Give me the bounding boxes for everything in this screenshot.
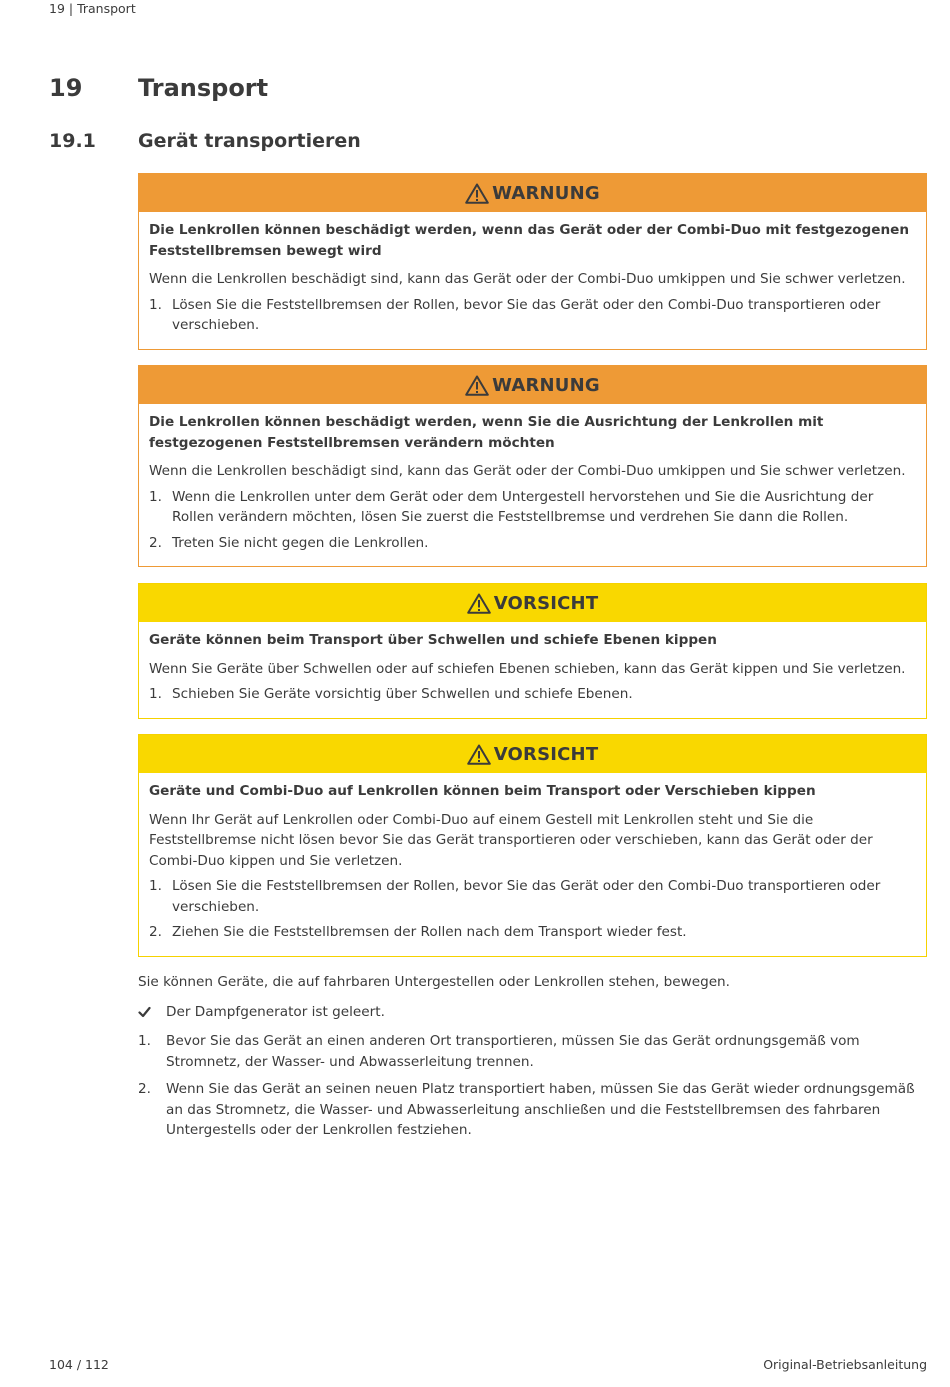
notice-step bbox=[149, 295, 916, 336]
step-text: Wenn die Lenkrollen unter dem Gerät oder dem Untergestell hervorstehen und Sie die Ausrichtung der Rollen verändern möchten, lösen Sie zuerst die Feststellbremse und verdrehen Sie dann die Rollen. bbox=[172, 488, 874, 525]
caution-bar bbox=[139, 584, 926, 622]
step-text: Ziehen Sie die Feststellbremsen der Rollen nach dem Transport wieder fest. bbox=[172, 924, 687, 940]
notice-text: Wenn die Lenkrollen beschädigt sind, kann das Gerät oder der Combi-Duo umkippen und Sie schwer verletzen. bbox=[149, 271, 906, 287]
step-number: 1. bbox=[149, 686, 162, 702]
notice-step bbox=[149, 876, 916, 917]
step-text: Lösen Sie die Feststellbremsen der Rollen, bevor Sie das Gerät oder den Combi-Duo transportieren oder verschieben. bbox=[172, 878, 881, 915]
signal-word: VORSICHT bbox=[493, 592, 599, 614]
page-number: 104 / 112 bbox=[49, 1357, 109, 1372]
checkmark-icon bbox=[138, 1006, 151, 1018]
caution-box bbox=[138, 583, 927, 719]
warning-triangle-icon bbox=[467, 593, 491, 614]
chapter-title: Transport bbox=[138, 74, 269, 102]
intro-paragraph: Sie können Geräte, die auf fahrbaren Untergestellen oder Lenkrollen stehen, bewegen. bbox=[138, 974, 730, 990]
notice-title: Geräte und Combi-Duo auf Lenkrollen können beim Transport oder Verschieben kippen bbox=[149, 783, 816, 799]
list-item bbox=[138, 1031, 927, 1072]
warning-triangle-icon bbox=[467, 744, 491, 765]
notice-step bbox=[149, 922, 916, 943]
notice-step bbox=[149, 684, 916, 705]
document-name: Original-Betriebsanleitung bbox=[763, 1357, 927, 1372]
step-text: Schieben Sie Geräte vorsichtig über Schwellen und schiefe Ebenen. bbox=[172, 686, 633, 702]
step-number: 2. bbox=[138, 1081, 151, 1097]
warning-bar bbox=[139, 366, 926, 404]
notice-title: Die Lenkrollen können beschädigt werden, wenn Sie die Ausrichtung der Lenkrollen mit festgezogenen Feststellbremsen verändern möchten bbox=[149, 414, 824, 451]
notice-step bbox=[149, 487, 916, 528]
step-number: 2. bbox=[149, 534, 162, 551]
notice-title: Geräte können beim Transport über Schwellen und schiefe Ebenen kippen bbox=[149, 632, 717, 648]
step-text: Wenn Sie das Gerät an seinen neuen Platz transportiert haben, müssen Sie das Gerät wieder ordnungsgemäß an das Stromnetz, die Wasser- und Abwasserleitung anschließen und die Feststellbremsen des fahrbaren Untergestells oder der Lenkrollen festziehen. bbox=[166, 1081, 915, 1138]
precondition-item bbox=[138, 1002, 927, 1025]
caution-bar bbox=[139, 735, 926, 773]
step-number: 1. bbox=[149, 296, 162, 313]
notice-title: Die Lenkrollen können beschädigt werden, wenn das Gerät oder der Combi-Duo mit festgezogenen Feststellbremsen bewegt wird bbox=[149, 222, 910, 259]
body-text bbox=[138, 972, 927, 1148]
warning-triangle-icon bbox=[465, 375, 489, 396]
notice-text: Wenn Ihr Gerät auf Lenkrollen oder Combi-Duo auf einem Gestell mit Lenkrollen steht und Sie die Feststellbremse nicht lösen bevor Sie das Gerät transportieren oder verschieben, kann das Gerät oder der Combi-Duo kippen und Sie verletzen. bbox=[149, 811, 873, 869]
step-text: Bevor Sie das Gerät an einen anderen Ort transportieren, müssen Sie das Gerät ordnungsgemäß vom Stromnetz, der Wasser- und Abwasserleitung trennen. bbox=[166, 1033, 860, 1070]
caution-box bbox=[138, 734, 927, 957]
signal-word: VORSICHT bbox=[493, 743, 599, 765]
signal-word: WARNUNG bbox=[492, 182, 600, 204]
section-title: Gerät transportieren bbox=[138, 130, 361, 152]
signal-word: WARNUNG bbox=[492, 374, 600, 396]
precondition-text: Der Dampfgenerator ist geleert. bbox=[166, 1003, 385, 1020]
step-number: 1. bbox=[138, 1033, 151, 1049]
warning-box bbox=[138, 365, 927, 567]
warning-triangle-icon bbox=[465, 183, 489, 204]
notice-text: Wenn die Lenkrollen beschädigt sind, kann das Gerät oder der Combi-Duo umkippen und Sie schwer verletzen. bbox=[149, 463, 906, 479]
section-number: 19.1 bbox=[49, 130, 96, 152]
chapter-number: 19 bbox=[49, 74, 83, 102]
notice-text: Wenn Sie Geräte über Schwellen oder auf schiefen Ebenen schieben, kann das Gerät kippen und Sie verletzen. bbox=[149, 660, 906, 677]
step-number: 1. bbox=[149, 488, 162, 505]
step-number: 2. bbox=[149, 924, 162, 940]
step-number: 1. bbox=[149, 878, 162, 894]
warning-box bbox=[138, 173, 927, 350]
notice-step bbox=[149, 533, 916, 554]
running-head: 19 | Transport bbox=[49, 1, 136, 16]
warning-bar bbox=[139, 174, 926, 212]
list-item bbox=[138, 1079, 927, 1141]
step-text: Lösen Sie die Feststellbremsen der Rollen, bevor Sie das Gerät oder den Combi-Duo transportieren oder verschieben. bbox=[172, 296, 881, 333]
step-text: Treten Sie nicht gegen die Lenkrollen. bbox=[172, 534, 429, 551]
